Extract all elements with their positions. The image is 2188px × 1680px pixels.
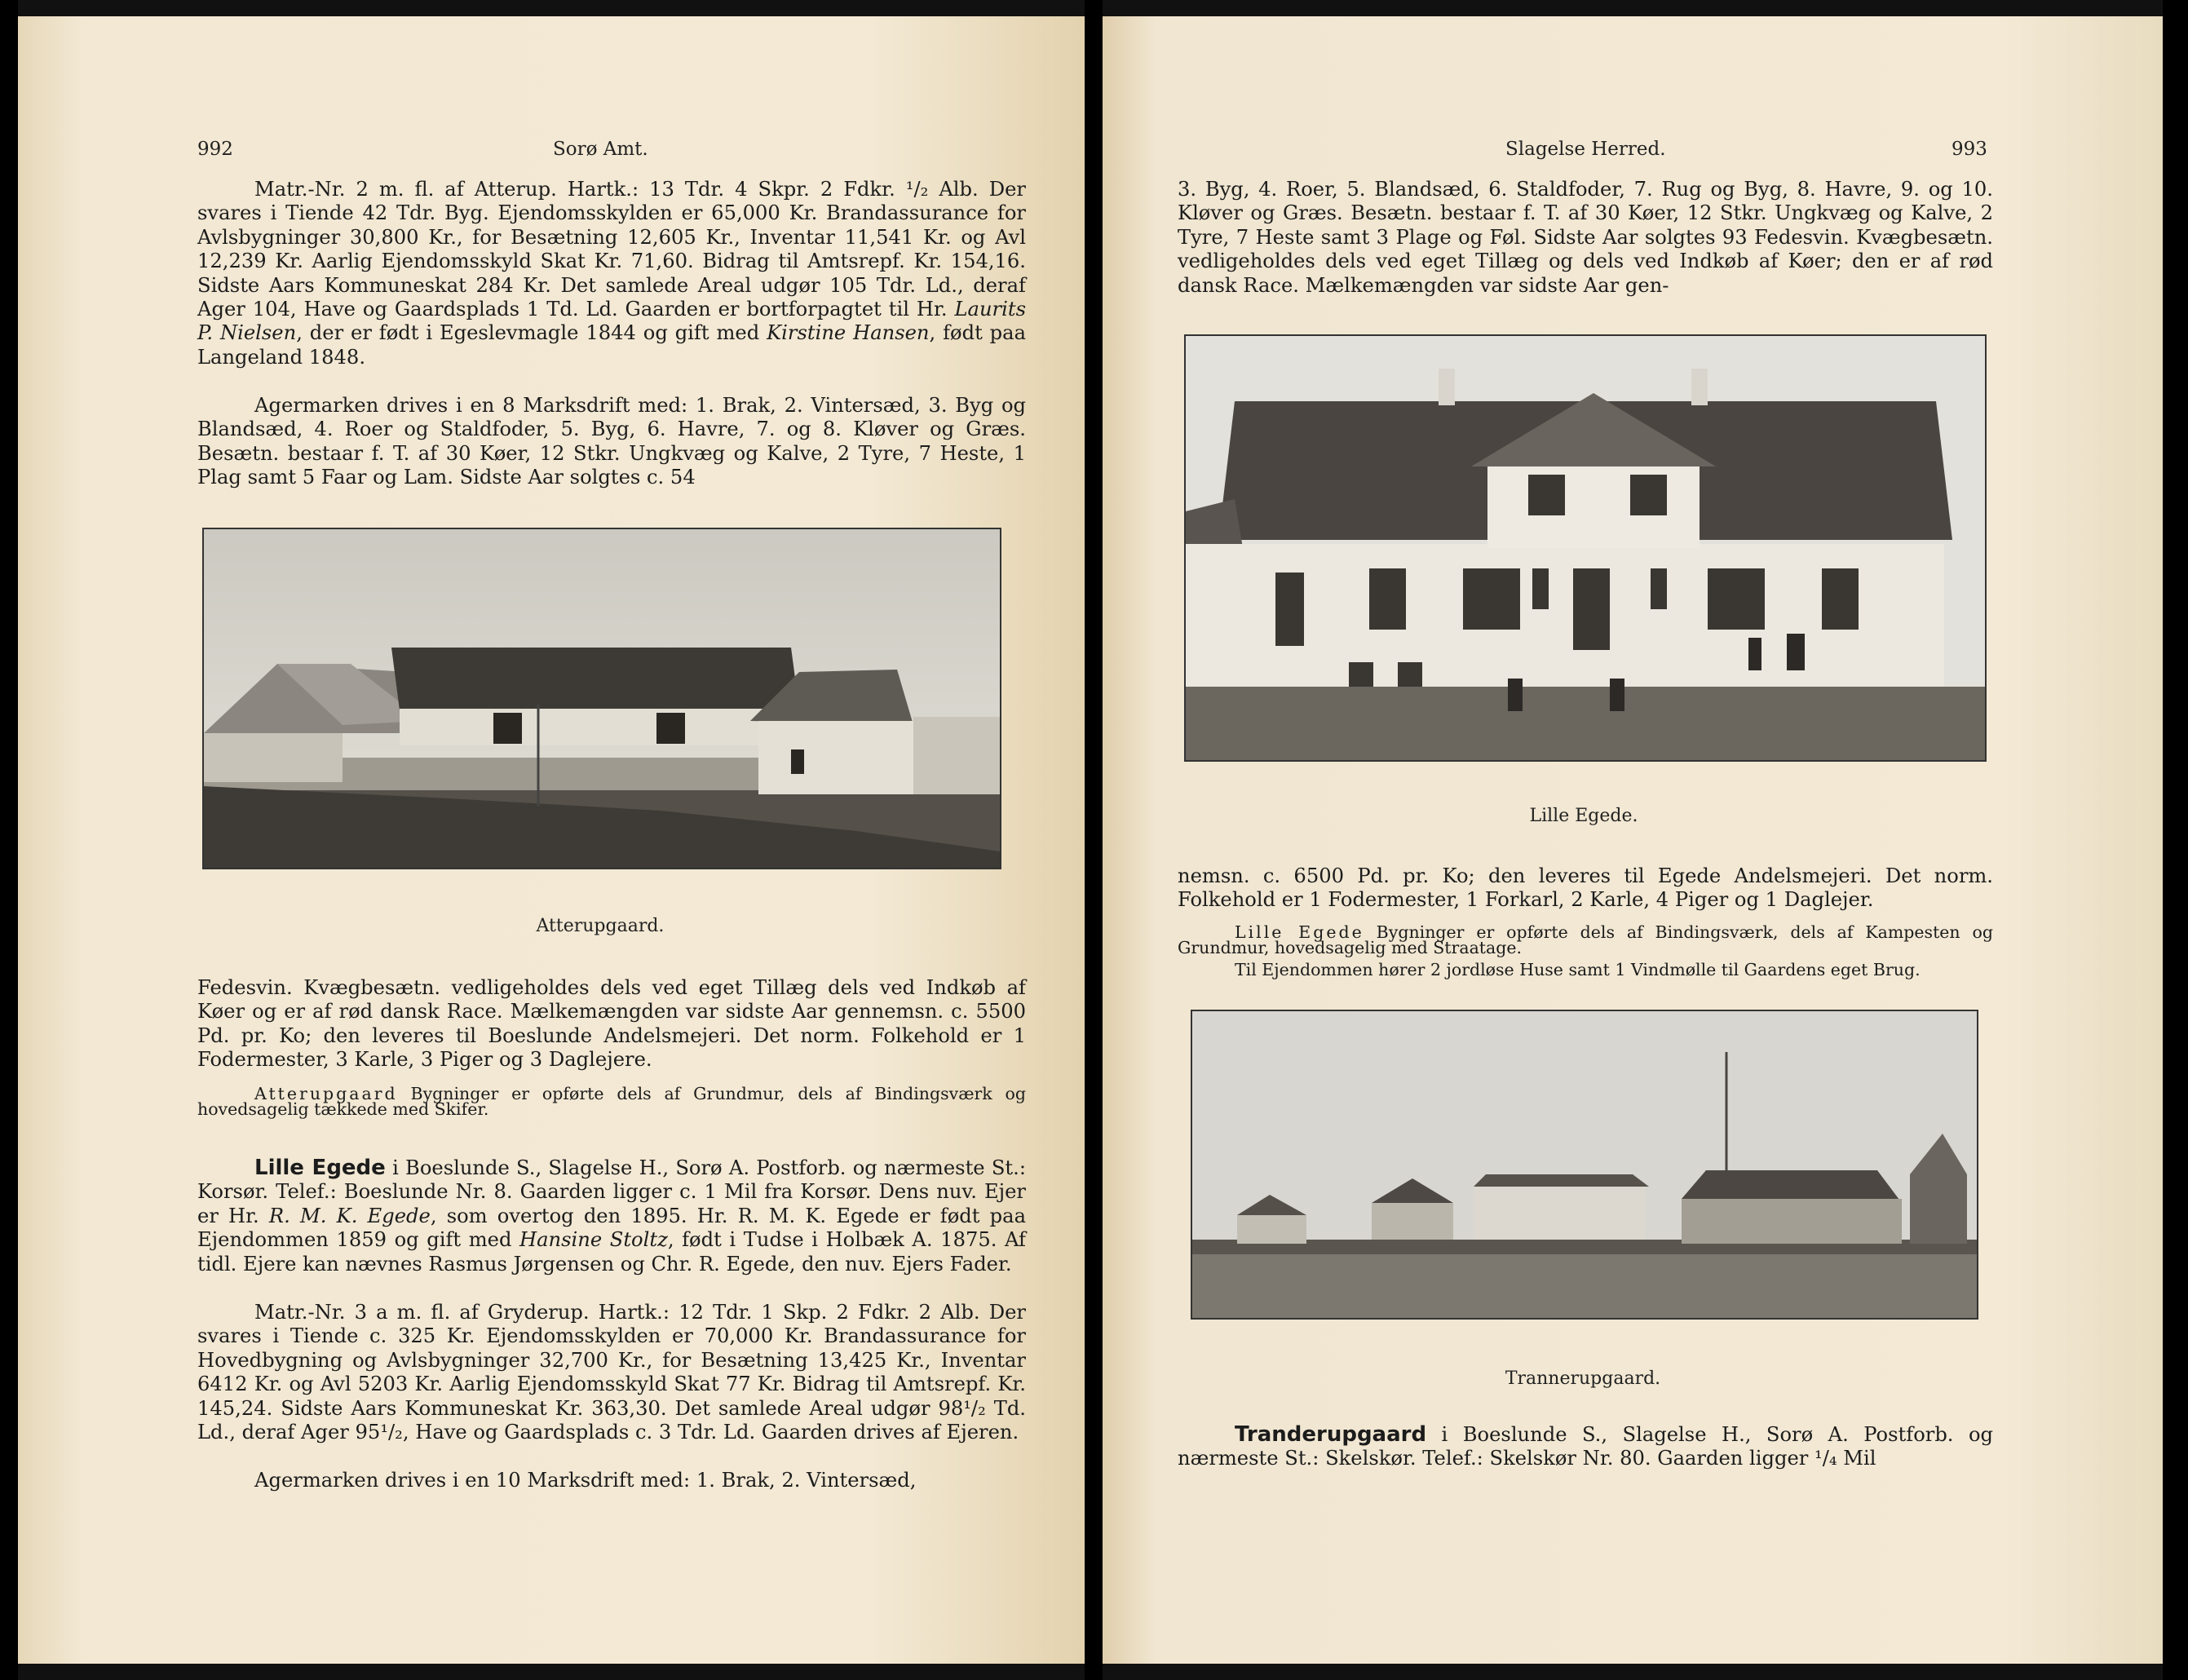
paragraph: Agermarken drives i en 8 Marksdrift med: 1. Brak, 2. Vintersæd, 3. Byg og Blandsæd, 4. Roer og Staldfoder, 5. Byg, 6. Havre, 7. og 8. Kløver og Græs. Besætn. bestaar f. T. af 30 Køer, 12 Stkr. Ungkvæg og Kalve, 2 Tyre, 7 Heste, 1 Plag samt 5 Faar og Lam. Sidste Aar solgtes c. 54 xyxy=(197,394,1026,489)
paragraph: Agermarken drives i en 10 Marksdrift med: 1. Brak, 2. Vintersæd, xyxy=(254,1469,917,1492)
paragraph: nemsn. c. 6500 Pd. pr. Ko; den leveres til Egede Andelsmejeri. Det norm. Folkehold er 1 Fodermester, 1 Forkarl, 2 Karle, 4 Piger og 1 Daglejer. xyxy=(1178,864,1993,912)
running-head: Sorø Amt. xyxy=(553,139,648,160)
page-number: 992 xyxy=(197,139,233,160)
entry-title: Tranderupgaard xyxy=(1235,1422,1427,1447)
note: Til Ejendommen hører 2 jordløse Huse samt 1 Vindmølle til Gaardens eget Brug. xyxy=(1235,960,1921,979)
note: Lille Egede Bygninger er opførte dels af Bindingsværk, dels af Kampesten og Grundmur, hovedsagelig med Straatage. xyxy=(1178,922,1993,957)
paragraph: Tranderupgaard i Boeslunde S., Slagelse H., Sorø A. Postforb. og nærmeste St.: Skelskør. Telef.: Skelskør Nr. 80. Gaarden ligger ¹/₄ Mil xyxy=(1178,1422,1993,1470)
paragraph: Matr.-Nr. 3 a m. fl. af Gryderup. Hartk.: 12 Tdr. 1 Skp. 2 Fdkr. 2 Alb. Der svares i Tiende c. 325 Kr. Ejendomsskylden er 70,000 Kr. Brandassurance for Hovedbygning og Avlsbygninger 32,700 Kr., for Besætning 13,425 Kr., Inventar 6412 Kr. og Avl 5203 Kr. Aarlig Ejendomsskyld Skat 77 Kr. Bidrag til Amtsrepf. Kr. 145,24. Sidste Aars Kommuneskat Kr. 363,30. Det samlede Areal udgør 98¹/₂ Td. Ld., deraf Ager 95¹/₂, Have og Gaardsplads c. 3 Tdr. Ld. Gaarden drives af Ejeren. xyxy=(197,1301,1026,1444)
photo-lille-egede xyxy=(1184,334,1987,762)
right-page xyxy=(1103,16,2163,1664)
page-number: 993 xyxy=(1952,139,1987,160)
photo-caption: Atterupgaard. xyxy=(536,916,665,936)
paragraph: 3. Byg, 4. Roer, 5. Blandsæd, 6. Staldfoder, 7. Rug og Byg, 8. Havre, 9. og 10. Kløver og Græs. Besætn. bestaar f. T. af 30 Køer, 12 Stkr. Ungkvæg og Kalve, 2 Tyre, 7 Heste samt 3 Plage og Føl. Sidste Aar solgtes 93 Fedesvin. Kvægbesætn. vedligeholdes dels ved eget Tillæg og dels ved Indkøb af Køer; den er af rød dansk Race. Mælkemængden var sidste Aar gen- xyxy=(1178,178,1993,297)
paragraph: Fedesvin. Kvægbesætn. vedligeholdes dels ved eget Tillæg dels ved Indkøb af Køer og er af rød dansk Race. Mælkemængden var sidste Aar gennemsn. c. 5500 Pd. pr. Ko; den leveres til Boeslunde Andelsmejeri. Det norm. Folkehold er 1 Fodermester, 3 Karle, 3 Piger og 3 Daglejere. xyxy=(197,976,1026,1072)
photo-caption: Trannerupgaard. xyxy=(1505,1368,1661,1389)
paragraph: Matr.-Nr. 2 m. fl. af Atterup. Hartk.: 13 Tdr. 4 Skpr. 2 Fdkr. ¹/₂ Alb. Der svares i Tiende 42 Tdr. Byg. Ejendomsskylden er 65,000 Kr. Brandassurance for Avlsbygninger 30,800 Kr., for Besætning 12,605 Kr., Inventar 11,541 Kr. og Avl 12,239 Kr. Aarlig Ejendomsskyld Skat Kr. 71,60. Bidrag til Amtsrepf. Kr. 154,16. Sidste Aars Kommuneskat 284 Kr. Det samlede Areal udgør 105 Tdr. Ld., deraf Ager 104, Have og Gaardsplads 1 Td. Ld. Gaarden er bortforpagtet til Hr. Laurits P. Nielsen, der er født i Egeslevmagle 1844 og gift med Kirstine Hansen, født paa Langeland 1848. xyxy=(197,178,1026,369)
running-head: Slagelse Herred. xyxy=(1505,139,1666,160)
left-page xyxy=(18,16,1085,1664)
photo-trannerupgaard xyxy=(1191,1010,1978,1320)
photo-caption: Lille Egede. xyxy=(1529,806,1638,826)
photo-atterupgaard xyxy=(202,528,1001,869)
note: Atterupgaard Bygninger er opførte dels af Grundmur, dels af Bindingsværk og hovedsagelig tækkede med Skifer. xyxy=(197,1084,1026,1119)
entry-title: Lille Egede xyxy=(254,1156,386,1180)
paragraph: Lille Egede i Boeslunde S., Slagelse H., Sorø A. Postforb. og nærmeste St.: Korsør. Telef.: Boeslunde Nr. 8. Gaarden ligger c. 1 Mil fra Korsør. Dens nuv. Ejer er Hr. R. M. K. Egede, som overtog den 1895. Hr. R. M. K. Egede er født paa Ejendommen 1859 og gift med Hansine Stoltz, født i Tudse i Holbæk A. 1875. Af tidl. Ejere kan nævnes Rasmus Jørgensen og Chr. R. Egede, den nuv. Ejers Fader. xyxy=(197,1156,1027,1275)
